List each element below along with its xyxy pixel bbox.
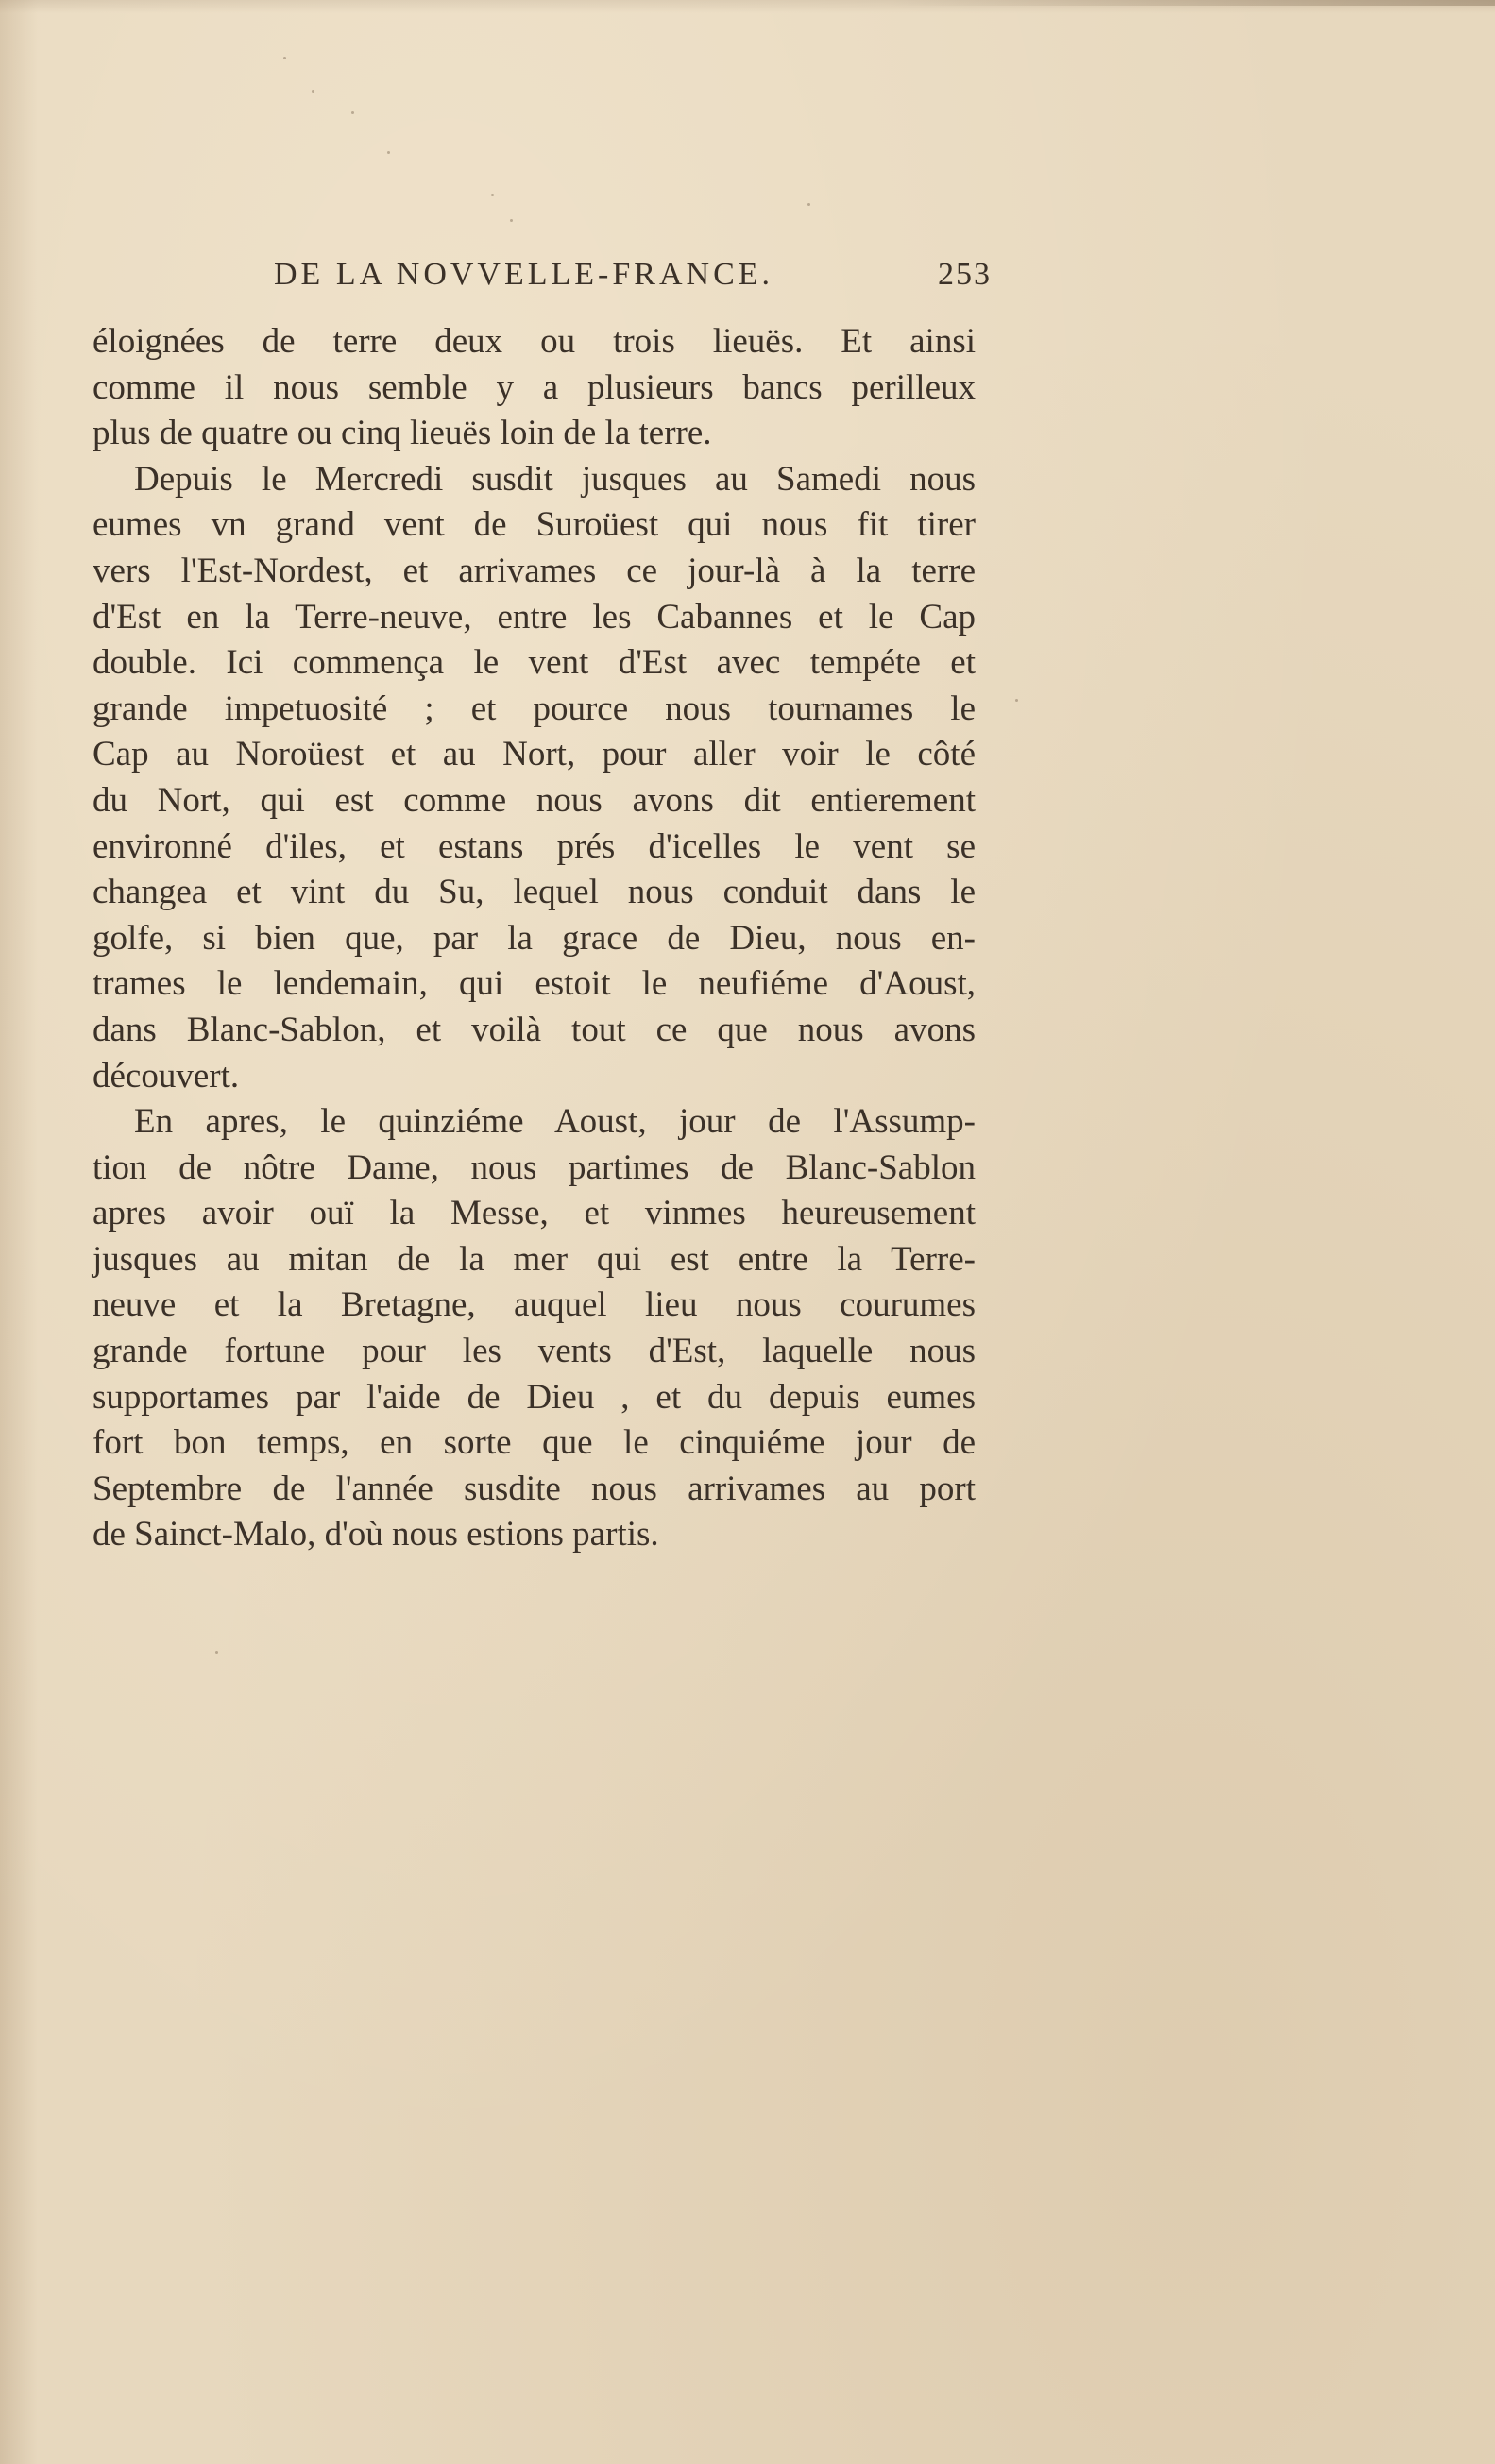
text-line: supportames par l'aide de Dieu , et du depuis eumes [93,1377,976,1417]
text-line: environné d'iles, et estans prés d'icelles le vent se [93,826,976,866]
text-line: découvert. [93,1056,240,1096]
text-line: neuve et la Bretagne, auquel lieu nous courumes [93,1285,976,1325]
page-header [274,257,992,298]
text-line: golfe, si bien que, par la grace de Dieu, nous en- [93,918,976,958]
ink-speck [351,111,354,114]
text-line: Septembre de l'année susdite nous arrivames au port [93,1469,976,1508]
text-line: trames le lendemain, qui estoit le neufiéme d'Aoust, [93,964,976,1004]
page-edge-shadow [891,0,1495,6]
text-line: double. Ici commença le vent d'Est avec tempéte et [93,643,976,683]
text-line: grande fortune pour les vents d'Est, laquelle nous [93,1332,976,1371]
text-line: Cap au Noroüest et au Nort, pour aller voir le côté [93,735,976,774]
ink-speck [1015,699,1018,702]
text-line: apres avoir ouï la Messe, et vinmes heureusement [93,1194,976,1233]
running-head: DE LA NOVVELLE-FRANCE. [274,257,774,292]
text-line: comme il nous semble y a plusieurs bancs perilleux [93,367,976,407]
text-line: de Sainct-Malo, d'où nous estions partis. [93,1515,659,1555]
text-line: eumes vn grand vent de Suroüest qui nous fit tirer [93,505,976,545]
ink-speck [491,194,494,196]
ink-speck [312,90,314,93]
text-line: tion de nôtre Dame, nous partimes de Blanc-Sablon [93,1147,976,1187]
text-line: grande impetuosité ; et pource nous tournames le [93,688,976,728]
ink-speck [807,203,810,206]
text-line: d'Est en la Terre-neuve, entre les Cabannes et le Cap [93,597,976,637]
text-line: jusques au mitan de la mer qui est entre la Terre- [93,1239,976,1279]
text-line: changea et vint du Su, lequel nous conduit dans le [93,873,976,912]
ink-speck [283,57,286,59]
page-number: 253 [938,257,992,292]
text-line: vers l'Est-Nordest, et arrivames ce jour-là à la terre [93,551,976,590]
text-line: En apres, le quinziéme Aoust, jour de l'Assump- [134,1102,976,1142]
text-line: dans Blanc-Sablon, et voilà tout ce que nous avons [93,1010,976,1049]
ink-speck [215,1651,218,1654]
text-line: plus de quatre ou cinq lieuës loin de la terre. [93,414,712,453]
text-line: fort bon temps, en sorte que le cinquiéme jour de [93,1423,976,1463]
ink-speck [510,219,513,222]
text-line: du Nort, qui est comme nous avons dit entierement [93,780,976,820]
ink-speck [387,151,390,154]
text-line: Depuis le Mercredi susdit jusques au Samedi nous [134,459,976,499]
body-text [93,319,976,1558]
text-line: éloignées de terre deux ou trois lieuës. Et ainsi [93,322,976,361]
